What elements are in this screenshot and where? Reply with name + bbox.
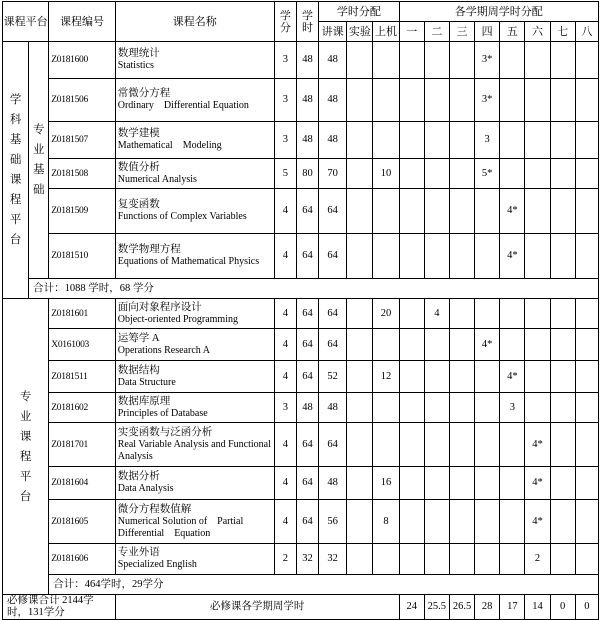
course-credit: 4: [274, 423, 296, 467]
course-sem-7: [550, 467, 575, 500]
course-name: [115, 234, 274, 279]
course-sem-1: [399, 544, 424, 575]
course-row: [3, 79, 599, 122]
course-name-en: Functions of Complex Variables: [117, 211, 247, 222]
course-machine-hours: 10: [373, 159, 399, 189]
course-sem-6: [525, 299, 550, 329]
course-credit: 3: [274, 42, 296, 79]
course-sem-6: [525, 122, 550, 159]
course-sem-6: [525, 42, 550, 79]
header-sem-4: 四: [475, 22, 500, 42]
course-sem-1: [399, 329, 424, 361]
footer-sem-1: 24: [399, 595, 424, 620]
course-machine-hours: [373, 42, 399, 79]
course-hours: 80: [296, 159, 318, 189]
course-sem-5: [500, 544, 525, 575]
course-credit: 4: [274, 299, 296, 329]
course-name-en: Object-oriented Programming: [117, 313, 238, 325]
course-name: [115, 122, 274, 159]
course-sem-2: [424, 361, 449, 393]
course-sem-4: [475, 423, 500, 467]
course-lab-hours: [347, 79, 373, 122]
course-name-cn: 数理统计: [117, 48, 160, 59]
footer-sem-8: 0: [575, 595, 598, 620]
course-sem-1: [399, 299, 424, 329]
course-lab-hours: [347, 189, 373, 234]
course-lecture-hours: 48: [319, 42, 347, 79]
course-sem-2: [424, 42, 449, 79]
course-name-en: Numerical Analysis: [117, 173, 197, 185]
course-sem-4: 5*: [475, 159, 500, 189]
course-sem-6: 4*: [525, 423, 550, 467]
course-row: [3, 500, 599, 544]
course-sem-5: [500, 79, 525, 122]
course-sem-3: [449, 79, 474, 122]
course-machine-hours: [373, 189, 399, 234]
course-sem-2: [424, 423, 449, 467]
course-hours: 64: [296, 500, 318, 544]
course-sem-3: [449, 500, 474, 544]
course-lab-hours: [347, 467, 373, 500]
course-lab-hours: [347, 361, 373, 393]
course-sem-1: [399, 122, 424, 159]
course-row: [3, 544, 599, 575]
course-lecture-hours: 70: [319, 159, 347, 189]
course-sem-8: [575, 234, 598, 279]
course-sem-7: [550, 329, 575, 361]
platform-label: 专 业 课 程 平 台: [3, 299, 49, 595]
footer-sem-2: 25.5: [424, 595, 449, 620]
course-sem-4: [475, 544, 500, 575]
course-code: Z0181506: [49, 79, 115, 122]
course-sem-7: [550, 544, 575, 575]
course-sem-3: [449, 159, 474, 189]
course-name-en: Real Variable Analysis and Functional Analysis: [117, 438, 273, 462]
course-name-en: Ordinary Differential Equation: [117, 100, 249, 111]
course-name-cn: 常微分方程: [117, 88, 171, 99]
course-name: [115, 393, 274, 423]
course-sem-3: [449, 393, 474, 423]
course-sem-8: [575, 42, 598, 79]
course-sem-8: [575, 189, 598, 234]
course-sem-1: [399, 500, 424, 544]
subplatform-label: 专 业 基 础: [29, 42, 49, 279]
course-row: [3, 234, 599, 279]
course-name-cn: 数据库原理: [117, 395, 171, 407]
header-lecture: 讲课: [319, 22, 347, 42]
course-sem-5: 3: [500, 393, 525, 423]
course-credit: 2: [274, 544, 296, 575]
course-sem-6: [525, 329, 550, 361]
course-name-en: Data Structure: [117, 376, 176, 388]
course-sem-2: [424, 329, 449, 361]
course-sem-8: [575, 467, 598, 500]
footer-sem-7: 0: [550, 595, 575, 620]
course-sem-3: [449, 544, 474, 575]
course-credit: 4: [274, 500, 296, 544]
course-row: [3, 189, 599, 234]
course-hours: 48: [296, 393, 318, 423]
course-sem-4: 3*: [475, 79, 500, 122]
header-sem-7: 七: [550, 22, 575, 42]
course-sem-7: [550, 299, 575, 329]
footer-sem-4: 28: [475, 595, 500, 620]
course-lecture-hours: 48: [319, 467, 347, 500]
course-name-cn: 数学建模: [117, 128, 160, 139]
course-sem-3: [449, 42, 474, 79]
course-credit: 4: [274, 234, 296, 279]
course-hours: 48: [296, 42, 318, 79]
course-sem-8: [575, 122, 598, 159]
course-machine-hours: [373, 79, 399, 122]
course-name: [115, 500, 274, 544]
course-name-cn: 运筹学 A: [117, 332, 160, 344]
course-name-cn: 复变函数: [117, 199, 160, 210]
course-sem-4: [475, 393, 500, 423]
header-dist: 学时分配: [319, 2, 400, 22]
course-machine-hours: 16: [373, 467, 399, 500]
footer-weekly-label: 必修课各学期周学时: [115, 595, 399, 620]
course-sem-1: [399, 423, 424, 467]
course-sem-5: [500, 467, 525, 500]
header-hours: 学时: [296, 2, 318, 42]
course-sem-1: [399, 79, 424, 122]
course-machine-hours: [373, 329, 399, 361]
course-sem-7: [550, 79, 575, 122]
course-name-en: Statistics: [117, 60, 154, 71]
course-name-cn: 微分方程数值解: [117, 503, 192, 515]
course-name-cn: 专业外语: [117, 547, 160, 558]
course-name-cn: 数值分析: [117, 161, 160, 173]
course-lab-hours: [347, 299, 373, 329]
course-hours: 64: [296, 361, 318, 393]
curriculum-table: [2, 1, 599, 620]
course-sem-1: [399, 361, 424, 393]
course-hours: 64: [296, 189, 318, 234]
course-sem-2: [424, 500, 449, 544]
course-sem-2: [424, 122, 449, 159]
course-name-en: Principles of Database: [117, 407, 208, 419]
section-total-row: [3, 279, 599, 299]
course-sem-3: [449, 122, 474, 159]
course-lecture-hours: 64: [319, 299, 347, 329]
course-credit: 4: [274, 361, 296, 393]
course-sem-1: [399, 189, 424, 234]
course-sem-4: [475, 189, 500, 234]
header-sem-title: 各学期周学时分配: [399, 2, 598, 22]
course-sem-1: [399, 159, 424, 189]
course-code: Z0181605: [49, 500, 115, 544]
header-sem-1: 一: [399, 22, 424, 42]
course-sem-6: [525, 79, 550, 122]
header-sem-2: 二: [424, 22, 449, 42]
course-machine-hours: 20: [373, 299, 399, 329]
course-lab-hours: [347, 544, 373, 575]
footer-total: 必修课合计 2144学时，131学分: [3, 595, 116, 620]
course-sem-7: [550, 234, 575, 279]
course-name: [115, 361, 274, 393]
course-sem-3: [449, 189, 474, 234]
course-sem-2: [424, 393, 449, 423]
course-code: X0161003: [49, 329, 115, 361]
course-credit: 4: [274, 329, 296, 361]
course-row: [3, 299, 599, 329]
course-code: Z0181601: [49, 299, 115, 329]
course-name: [115, 42, 274, 79]
footer-sem-5: 17: [500, 595, 525, 620]
course-name-cn: 数学物理方程: [117, 244, 181, 255]
course-code: Z0181509: [49, 189, 115, 234]
course-name: [115, 544, 274, 575]
course-sem-6: [525, 189, 550, 234]
course-sem-2: 4: [424, 299, 449, 329]
course-hours: 64: [296, 299, 318, 329]
header-sem-6: 六: [525, 22, 550, 42]
course-hours: 48: [296, 122, 318, 159]
course-sem-6: 2: [525, 544, 550, 575]
course-hours: 64: [296, 329, 318, 361]
course-sem-7: [550, 361, 575, 393]
footer-row: [3, 595, 599, 620]
course-name-cn: 实变函数与泛函分析: [117, 426, 213, 438]
course-sem-7: [550, 122, 575, 159]
course-lab-hours: [347, 234, 373, 279]
course-name: [115, 299, 274, 329]
course-name-cn: 数据分析: [117, 471, 160, 482]
course-code: Z0181606: [49, 544, 115, 575]
course-row: [3, 393, 599, 423]
course-code: Z0181508: [49, 159, 115, 189]
course-credit: 4: [274, 189, 296, 234]
course-machine-hours: [373, 544, 399, 575]
course-credit: 5: [274, 159, 296, 189]
course-row: [3, 423, 599, 467]
course-name: [115, 189, 274, 234]
course-sem-5: [500, 42, 525, 79]
course-sem-8: [575, 329, 598, 361]
course-credit: 3: [274, 122, 296, 159]
course-credit: 3: [274, 393, 296, 423]
course-name-en: Operations Research A: [117, 344, 210, 356]
course-hours: 32: [296, 544, 318, 575]
course-code: Z0181511: [49, 361, 115, 393]
course-name-en: Numerical Solution of Partial Differential Equation: [117, 515, 246, 539]
header-sem-5: 五: [500, 22, 525, 42]
course-row: [3, 159, 599, 189]
course-machine-hours: 12: [373, 361, 399, 393]
course-sem-4: [475, 467, 500, 500]
course-row: [3, 42, 599, 79]
course-sem-5: 4*: [500, 189, 525, 234]
course-name: [115, 423, 274, 467]
course-sem-2: [424, 159, 449, 189]
course-sem-6: [525, 393, 550, 423]
course-name: [115, 79, 274, 122]
course-sem-5: [500, 122, 525, 159]
course-code: Z0181600: [49, 42, 115, 79]
course-sem-8: [575, 79, 598, 122]
course-code: Z0181507: [49, 122, 115, 159]
course-code: Z0181701: [49, 423, 115, 467]
section-total: 合计：464学时，29学分: [49, 575, 599, 595]
course-sem-4: 3*: [475, 42, 500, 79]
course-lab-hours: [347, 329, 373, 361]
course-machine-hours: [373, 122, 399, 159]
header-sem-8: 八: [575, 22, 598, 42]
course-sem-2: [424, 467, 449, 500]
header-machine: 上机: [373, 22, 399, 42]
course-row: [3, 122, 599, 159]
course-sem-7: [550, 189, 575, 234]
platform-label: 学 科 基 础 课 程 平 台: [3, 42, 29, 299]
course-sem-1: [399, 234, 424, 279]
course-name-cn: 面向对象程序设计: [117, 301, 202, 313]
course-sem-1: [399, 42, 424, 79]
course-lecture-hours: 64: [319, 423, 347, 467]
course-sem-4: [475, 234, 500, 279]
course-hours: 64: [296, 467, 318, 500]
course-lecture-hours: 48: [319, 122, 347, 159]
course-sem-5: [500, 299, 525, 329]
header-platform: 课程平台: [3, 2, 49, 42]
course-lab-hours: [347, 42, 373, 79]
course-sem-4: [475, 299, 500, 329]
course-sem-3: [449, 329, 474, 361]
course-hours: 64: [296, 423, 318, 467]
course-sem-6: [525, 361, 550, 393]
course-lab-hours: [347, 122, 373, 159]
course-name-cn: 数据结构: [117, 364, 160, 376]
course-sem-7: [550, 159, 575, 189]
course-sem-8: [575, 159, 598, 189]
course-name-en: Data Analysis: [117, 483, 174, 494]
course-code: Z0181510: [49, 234, 115, 279]
course-sem-3: [449, 299, 474, 329]
course-hours: 64: [296, 234, 318, 279]
course-sem-6: [525, 234, 550, 279]
course-lecture-hours: 64: [319, 234, 347, 279]
course-credit: 4: [274, 467, 296, 500]
course-lecture-hours: 64: [319, 329, 347, 361]
course-sem-2: [424, 189, 449, 234]
course-lecture-hours: 48: [319, 79, 347, 122]
course-lab-hours: [347, 159, 373, 189]
course-sem-6: 4*: [525, 500, 550, 544]
course-name-en: Specialized English: [117, 559, 197, 570]
course-sem-5: 4*: [500, 361, 525, 393]
course-sem-3: [449, 467, 474, 500]
course-sem-5: [500, 159, 525, 189]
course-sem-2: [424, 544, 449, 575]
course-name: [115, 467, 274, 500]
header-lab: 实验: [347, 22, 373, 42]
course-credit: 3: [274, 79, 296, 122]
course-sem-6: [525, 159, 550, 189]
course-sem-6: 4*: [525, 467, 550, 500]
course-lab-hours: [347, 500, 373, 544]
course-sem-4: [475, 361, 500, 393]
course-machine-hours: [373, 393, 399, 423]
course-name: [115, 159, 274, 189]
section-total-row: [3, 575, 599, 595]
course-name: [115, 329, 274, 361]
header-name: 课程名称: [115, 2, 274, 42]
course-sem-3: [449, 423, 474, 467]
course-name-en: Mathematical Modeling: [117, 140, 222, 151]
course-lab-hours: [347, 423, 373, 467]
course-sem-2: [424, 234, 449, 279]
course-sem-5: [500, 329, 525, 361]
course-sem-3: [449, 234, 474, 279]
course-code: Z0181604: [49, 467, 115, 500]
course-machine-hours: [373, 423, 399, 467]
course-machine-hours: 8: [373, 500, 399, 544]
course-sem-5: [500, 500, 525, 544]
course-row: [3, 467, 599, 500]
course-sem-7: [550, 393, 575, 423]
course-sem-1: [399, 467, 424, 500]
footer-sem-3: 26.5: [449, 595, 474, 620]
course-sem-4: 3: [475, 122, 500, 159]
header-sem-3: 三: [449, 22, 474, 42]
course-sem-7: [550, 423, 575, 467]
course-sem-7: [550, 42, 575, 79]
course-lecture-hours: 32: [319, 544, 347, 575]
course-sem-8: [575, 299, 598, 329]
course-name-en: Equations of Mathematical Physics: [117, 256, 260, 267]
section-total: 合计：1088 学时，68 学分: [29, 279, 599, 299]
header-credit: 学分: [274, 2, 296, 42]
course-sem-8: [575, 423, 598, 467]
course-lab-hours: [347, 393, 373, 423]
course-sem-5: 4*: [500, 234, 525, 279]
course-lecture-hours: 56: [319, 500, 347, 544]
course-code: Z0181602: [49, 393, 115, 423]
footer-sem-6: 14: [525, 595, 550, 620]
course-sem-2: [424, 79, 449, 122]
course-sem-4: 4*: [475, 329, 500, 361]
course-lecture-hours: 64: [319, 189, 347, 234]
course-sem-5: [500, 423, 525, 467]
course-sem-8: [575, 393, 598, 423]
course-sem-8: [575, 544, 598, 575]
course-sem-7: [550, 500, 575, 544]
course-sem-3: [449, 361, 474, 393]
course-row: [3, 361, 599, 393]
course-lecture-hours: 52: [319, 361, 347, 393]
course-hours: 48: [296, 79, 318, 122]
course-lecture-hours: 48: [319, 393, 347, 423]
course-sem-8: [575, 500, 598, 544]
course-sem-1: [399, 393, 424, 423]
header-code: 课程编号: [49, 2, 115, 42]
course-sem-8: [575, 361, 598, 393]
course-machine-hours: [373, 234, 399, 279]
course-sem-4: [475, 500, 500, 544]
course-row: [3, 329, 599, 361]
